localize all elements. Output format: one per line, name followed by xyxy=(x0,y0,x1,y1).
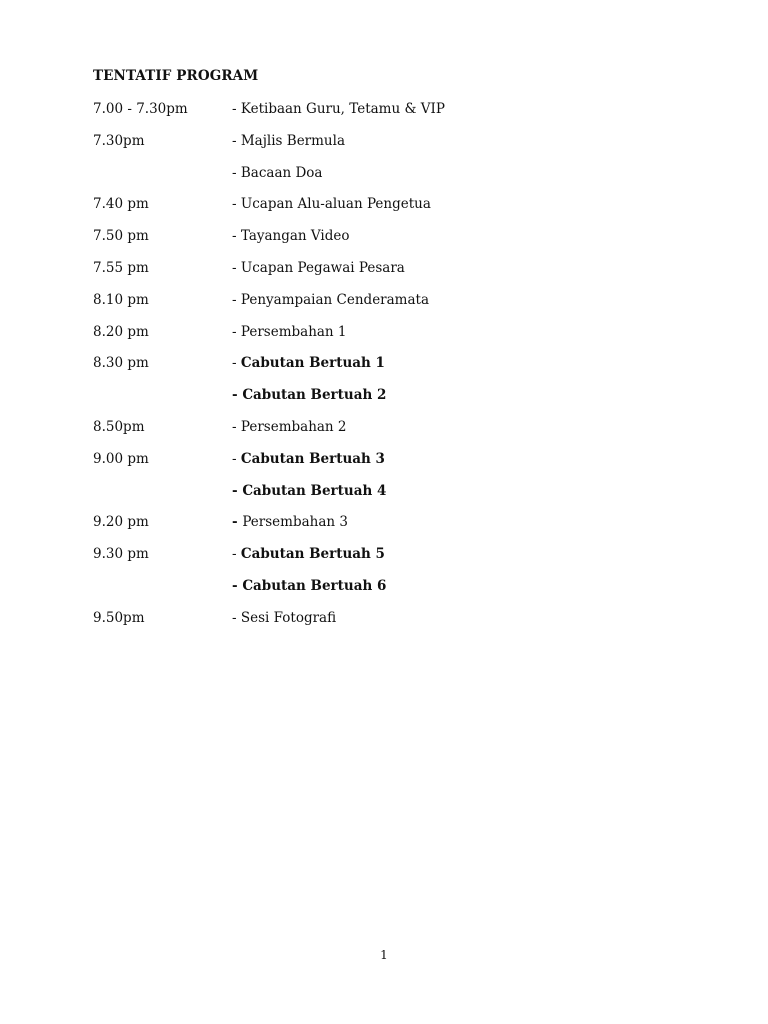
item-dash: - xyxy=(232,355,241,372)
item-label: Persembahan 1 xyxy=(240,323,347,340)
item-dash: - xyxy=(232,514,243,531)
item-label: Persembahan 2 xyxy=(240,418,347,435)
item-label: Tayangan Video xyxy=(240,228,350,245)
item-label: Cabutan Bertuah 3 xyxy=(240,450,385,467)
schedule-time: 7.55 pm xyxy=(93,259,149,276)
item-label: Ketibaan Guru, Tetamu & VIP xyxy=(240,101,445,117)
schedule-item xyxy=(232,132,693,150)
item-label: Cabutan Bertuah 5 xyxy=(240,546,385,563)
item-label: Majlis Bermula xyxy=(240,132,345,149)
item-dash: - xyxy=(232,323,241,340)
schedule-row xyxy=(93,100,693,132)
schedule-item xyxy=(232,195,693,213)
item-label: Persembahan 3 xyxy=(242,514,348,531)
schedule-time: 8.10 pm xyxy=(93,291,149,308)
schedule-item xyxy=(232,577,693,595)
schedule-row xyxy=(93,577,693,609)
item-label: Sesi Fotografi xyxy=(240,609,337,626)
item-label: Cabutan Bertuah 4 xyxy=(242,482,387,499)
item-label: Ucapan Alu-aluan Pengetua xyxy=(240,196,431,213)
item-dash: - xyxy=(232,418,241,435)
schedule-time: 7.40 pm xyxy=(93,196,149,213)
item-label: Cabutan Bertuah 2 xyxy=(242,387,387,404)
item-dash: - xyxy=(232,164,241,181)
item-dash: - xyxy=(232,196,241,213)
item-dash: - xyxy=(232,291,241,308)
schedule-time: 9.20 pm xyxy=(93,514,149,531)
schedule-time: 8.30 pm xyxy=(93,355,149,372)
schedule-row xyxy=(93,482,693,514)
schedule-row xyxy=(93,545,693,577)
item-dash: - xyxy=(232,577,243,594)
schedule-time: 9.30 pm xyxy=(93,546,149,563)
schedule-time: 9.00 pm xyxy=(93,450,149,467)
item-dash: - xyxy=(232,482,243,499)
schedule-row xyxy=(93,609,693,641)
schedule-item xyxy=(232,513,693,531)
schedule-item xyxy=(232,354,693,372)
item-dash: - xyxy=(232,132,241,149)
schedule-row xyxy=(93,418,693,450)
schedule-time: 7.30pm xyxy=(93,132,145,149)
schedule-time: 8.20 pm xyxy=(93,323,149,340)
item-label: Cabutan Bertuah 1 xyxy=(240,355,385,372)
schedule-row xyxy=(93,513,693,545)
item-dash: - xyxy=(232,259,241,276)
schedule-item xyxy=(232,386,693,404)
schedule-row xyxy=(93,386,693,418)
page-title: TENTATIF PROGRAM xyxy=(93,68,259,84)
page-number: 1 xyxy=(380,948,388,962)
schedule-row xyxy=(93,323,693,355)
schedule-item xyxy=(232,259,693,277)
schedule-item xyxy=(232,450,693,468)
item-dash: - xyxy=(232,450,241,467)
item-dash: - xyxy=(232,546,241,563)
schedule-time: 7.50 pm xyxy=(93,228,149,245)
schedule-row xyxy=(93,259,693,291)
schedule-row xyxy=(93,354,693,386)
item-dash: - xyxy=(232,228,241,245)
item-dash: - xyxy=(232,101,241,117)
item-dash: - xyxy=(232,387,243,404)
schedule-row xyxy=(93,450,693,482)
schedule-time: 7.00 - 7.30pm xyxy=(93,101,188,117)
item-label: Penyampaian Cenderamata xyxy=(240,291,430,308)
schedule-row xyxy=(93,291,693,323)
schedule-row xyxy=(93,132,693,164)
item-label: Ucapan Pegawai Pesara xyxy=(240,259,405,276)
schedule-item xyxy=(232,164,693,182)
schedule-time: 8.50pm xyxy=(93,418,145,435)
schedule-row xyxy=(93,195,693,227)
schedule-item xyxy=(232,291,693,309)
schedule-item xyxy=(232,418,693,436)
schedule-item xyxy=(232,323,693,341)
schedule-row xyxy=(93,164,693,196)
schedule-item xyxy=(232,100,693,118)
schedule-item xyxy=(232,227,693,245)
item-label: Cabutan Bertuah 6 xyxy=(242,577,387,594)
schedule-item xyxy=(232,545,693,563)
schedule-time: 9.50pm xyxy=(93,609,145,626)
item-dash: - xyxy=(232,609,241,626)
item-label: Bacaan Doa xyxy=(240,164,323,181)
schedule-item xyxy=(232,482,693,500)
program-schedule xyxy=(93,100,693,641)
schedule-item xyxy=(232,609,693,627)
schedule-row xyxy=(93,227,693,259)
